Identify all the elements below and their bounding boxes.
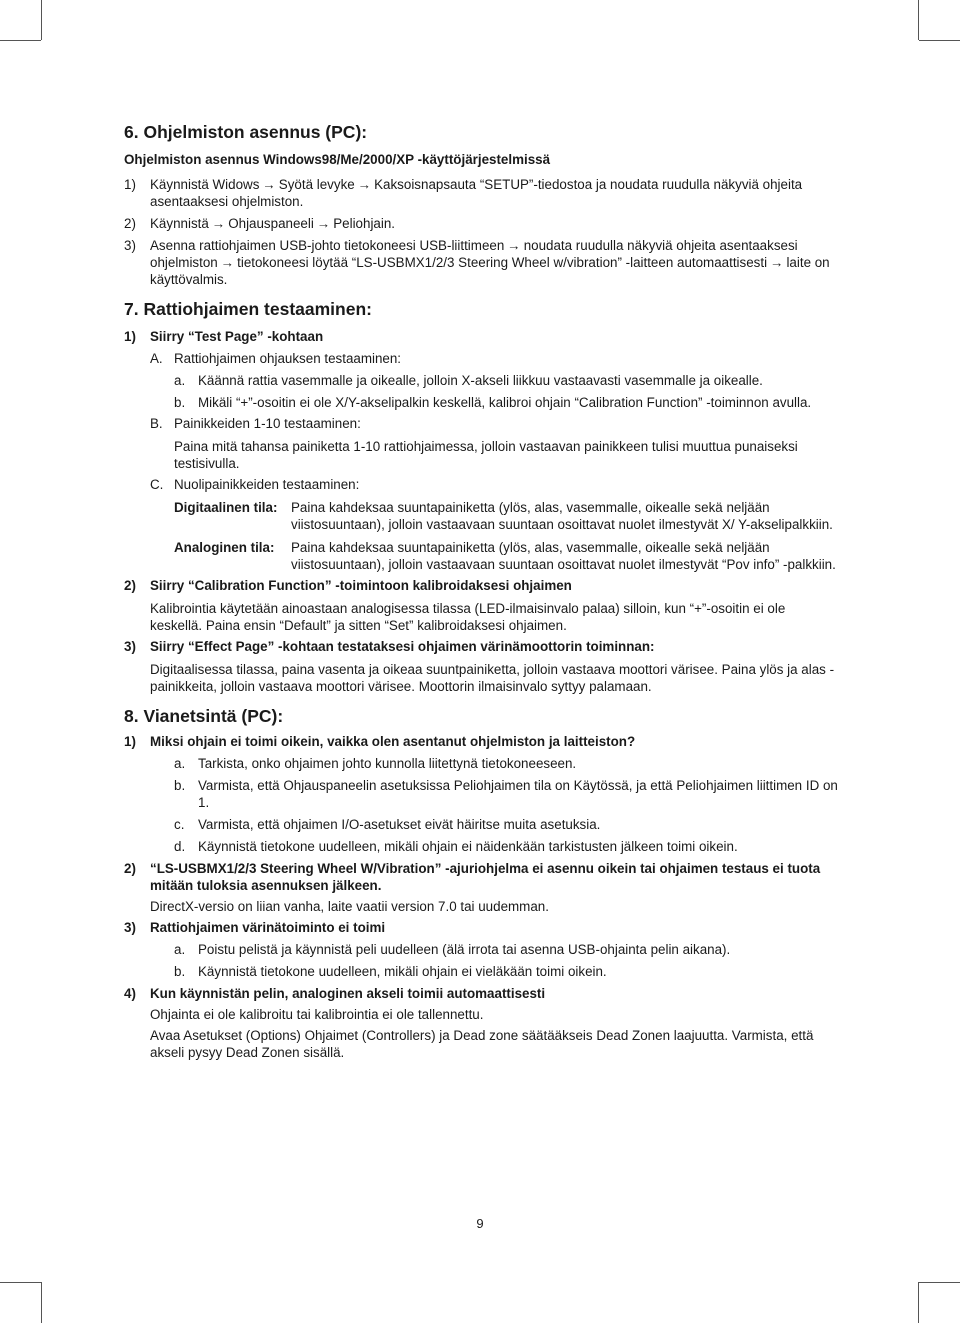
- crop-mark: [0, 40, 41, 41]
- item-heading: Siirry “Effect Page” -kohtaan testataksesi ohjaimen värinämoottorin toiminnan:: [150, 639, 655, 654]
- sub-item: [124, 415, 840, 432]
- document-page: [124, 121, 840, 1061]
- definition-text: Paina kahdeksaa suuntapainiketta (ylös, alas, vasemmalle, oikealle sekä neljään viistosuuntaan), jolloin vastaavaan suuntaan osoittavat nuolet ilmestyvät “Pov info” -palkkiin.: [291, 540, 836, 572]
- item-number: 1): [124, 734, 136, 749]
- item-letter: C.: [150, 477, 164, 492]
- item-letter: a.: [174, 756, 186, 771]
- body-text: Kalibrointia käytetään ainoastaan analogisessa tilassa (LED-ilmaisinvalo palaa) silloin, kun “+”-osoitin ei ole keskellä. Paina ensin “Default” ja sitten “Set” kalibroidaksesi ohjaimen.: [150, 601, 786, 633]
- item-letter: b.: [174, 964, 186, 979]
- sub-item: [124, 941, 840, 958]
- item-heading: Siirry “Test Page” -kohtaan: [150, 329, 324, 344]
- item-text: Tarkista, onko ohjaimen johto kunnolla liitettynä tietokoneeseen.: [198, 756, 577, 771]
- definition-label: Analoginen tila:: [174, 540, 275, 555]
- item-letter: c.: [174, 817, 185, 832]
- item-text: Mikäli “+”-osoitin ei ole X/Y-akselipalkin keskellä, kalibroi ohjain “Calibration Function” -toiminnon avulla.: [198, 395, 812, 410]
- sub-item: [124, 476, 840, 493]
- item-text: Käynnistä tietokone uudelleen, mikäli ohjain ei vieläkään toimi oikein.: [198, 964, 607, 979]
- item-text: Käynnistä tietokone uudelleen, mikäli ohjain ei näidenkään tarkistusten jälkeen toimi oikein.: [198, 839, 738, 854]
- crop-mark: [919, 1282, 960, 1283]
- item-letter: a.: [174, 373, 186, 388]
- item-number: 4): [124, 986, 136, 1001]
- sub-item: [124, 777, 840, 811]
- item-text: Käynnistä → Ohjauspaneeli → Peliohjain.: [150, 216, 396, 231]
- item-text: Varmista, että ohjaimen I/O-asetukset eivät häiritse muita asetuksia.: [198, 817, 601, 832]
- item-number: 2): [124, 578, 136, 593]
- sub-item: [124, 350, 840, 367]
- list-item: [124, 985, 840, 1002]
- crop-mark: [918, 0, 919, 40]
- item-letter: A.: [150, 351, 163, 366]
- item-heading: Miksi ohjain ei toimi oikein, vaikka olen asentanut ohjelmiston ja laitteiston?: [150, 734, 636, 749]
- item-text: Rattiohjaimen ohjauksen testaaminen:: [174, 351, 402, 366]
- sub-item: [124, 838, 840, 855]
- item-number: 2): [124, 861, 136, 876]
- arrow-icon: →: [507, 238, 521, 253]
- crop-mark: [0, 1282, 41, 1283]
- body-text: Digitaalisessa tilassa, paina vasenta ja oikeaa suuntpainiketta, jolloin vastaava moottori värisee. Paina ylös ja alas -painikkeita, jolloin vastaava moottori värisee. Moottorin ilmaisinvalo syttyy palamaan.: [150, 662, 835, 694]
- item-letter: a.: [174, 942, 186, 957]
- sub-item: [124, 394, 840, 411]
- crop-mark: [41, 1282, 42, 1323]
- item-number: 1): [124, 177, 136, 192]
- crop-mark: [919, 40, 960, 41]
- item-heading: Kun käynnistän pelin, analoginen akseli toimii automaattisesti: [150, 986, 546, 1001]
- body-text: Avaa Asetukset (Options) Ohjaimet (Controllers) ja Dead zone säätääkseis Dead Zonen laajuutta. Varmista, että akseli pysyy Dead Zonen sisällä.: [150, 1028, 814, 1060]
- list-item: [124, 328, 840, 345]
- sub-item: [124, 963, 840, 980]
- item-number: 2): [124, 216, 136, 231]
- item-text: Nuolipainikkeiden testaaminen:: [174, 477, 360, 492]
- page-number: 9: [476, 1216, 484, 1231]
- list-item: [124, 919, 840, 936]
- item-heading: Siirry “Calibration Function” -toimintoon kalibroidaksesi ohjaimen: [150, 578, 572, 593]
- list-item: [124, 215, 840, 232]
- arrow-icon: →: [262, 177, 276, 192]
- arrow-icon: →: [220, 255, 235, 270]
- sub-item: [124, 816, 840, 833]
- arrow-icon: →: [211, 216, 226, 231]
- item-text: Käynnistä Widows → Syötä levyke → Kaksoisnapsauta “SETUP”-tiedostoa ja noudata ruudulla näkyviä ohjeita asentaaksesi ohjelmiston.: [150, 177, 803, 209]
- arrow-icon: →: [357, 177, 372, 192]
- item-text: Asenna rattiohjaimen USB-johto tietokoneesi USB-liittimeen → noudata ruudulla näkyviä ohjeita asentaaksesi ohjelmiston → tietokoneesi löytää “LS-USBMX1/2/3 Steering Wheel w/vibration” -laitteen automaattisesti → laite on käyttövalmis.: [150, 238, 830, 287]
- list-item: [124, 733, 840, 750]
- definition-text: Paina kahdeksaa suuntapainiketta (ylös, alas, vasemmalle, oikealle sekä neljään viistosuuntaan), jolloin vastaavaan suuntaan osoittavat nuolet ilmestyvät X/ Y-akselipalkkiin.: [291, 500, 833, 532]
- body-text: Ohjainta ei ole kalibroitu tai kalibrointia ei ole tallennettu.: [150, 1007, 484, 1022]
- item-heading: Rattiohjaimen värinätoiminto ei toimi: [150, 920, 386, 935]
- section-6-title: 6. Ohjelmiston asennus (PC):: [124, 122, 368, 142]
- crop-mark: [41, 0, 42, 40]
- arrow-icon: →: [316, 216, 331, 231]
- definition-label: Digitaalinen tila:: [174, 500, 278, 515]
- list-item: [124, 638, 840, 655]
- body-text: Paina mitä tahansa painiketta 1-10 rattiohjaimessa, jolloin vastaavan painikkeen tulisi muuttua punaiseksi testisivulla.: [174, 439, 798, 471]
- sub-item: [124, 755, 840, 772]
- section-7-title: 7. Rattiohjaimen testaaminen:: [124, 299, 372, 319]
- list-item: [124, 176, 840, 210]
- section-8-title: 8. Vianetsintä (PC):: [124, 706, 284, 726]
- item-text: Poistu pelistä ja käynnistä peli uudelleen (älä irrota tai asenna USB-ohjainta pelin aikana).: [198, 942, 731, 957]
- list-item: [124, 860, 840, 894]
- item-letter: B.: [150, 416, 163, 431]
- item-number: 3): [124, 639, 136, 654]
- body-text: DirectX-versio on liian vanha, laite vaatii version 7.0 tai uudemman.: [150, 899, 549, 914]
- item-text: Varmista, että Ohjauspaneelin asetuksissa Peliohjaimen tila on Käytössä, ja että Peliohjaimen liittimen ID on 1.: [198, 778, 838, 810]
- sub-item: [124, 372, 840, 389]
- section-6-subtitle: Ohjelmiston asennus Windows98/Me/2000/XP -käyttöjärjestelmissä: [124, 152, 551, 167]
- crop-mark: [918, 1282, 919, 1323]
- list-item: [124, 237, 840, 288]
- item-number: 3): [124, 920, 136, 935]
- item-text: Käännä rattia vasemmalle ja oikealle, jolloin X-akseli liikkuu vastaavasti vasemmalle ja oikealle.: [198, 373, 763, 388]
- item-number: 3): [124, 238, 136, 253]
- definition-item: [124, 499, 840, 533]
- item-letter: d.: [174, 839, 186, 854]
- arrow-icon: →: [770, 255, 784, 270]
- definition-item: [124, 539, 840, 573]
- item-letter: b.: [174, 778, 186, 793]
- list-item: [124, 577, 840, 594]
- item-heading: “LS-USBMX1/2/3 Steering Wheel W/Vibration” -ajuriohjelma ei asennu oikein tai ohjaimen testaus ei tuota mitään tuloksia asennuksen jälkeen.: [150, 861, 821, 893]
- item-letter: b.: [174, 395, 186, 410]
- item-text: Painikkeiden 1-10 testaaminen:: [174, 416, 361, 431]
- item-number: 1): [124, 329, 136, 344]
